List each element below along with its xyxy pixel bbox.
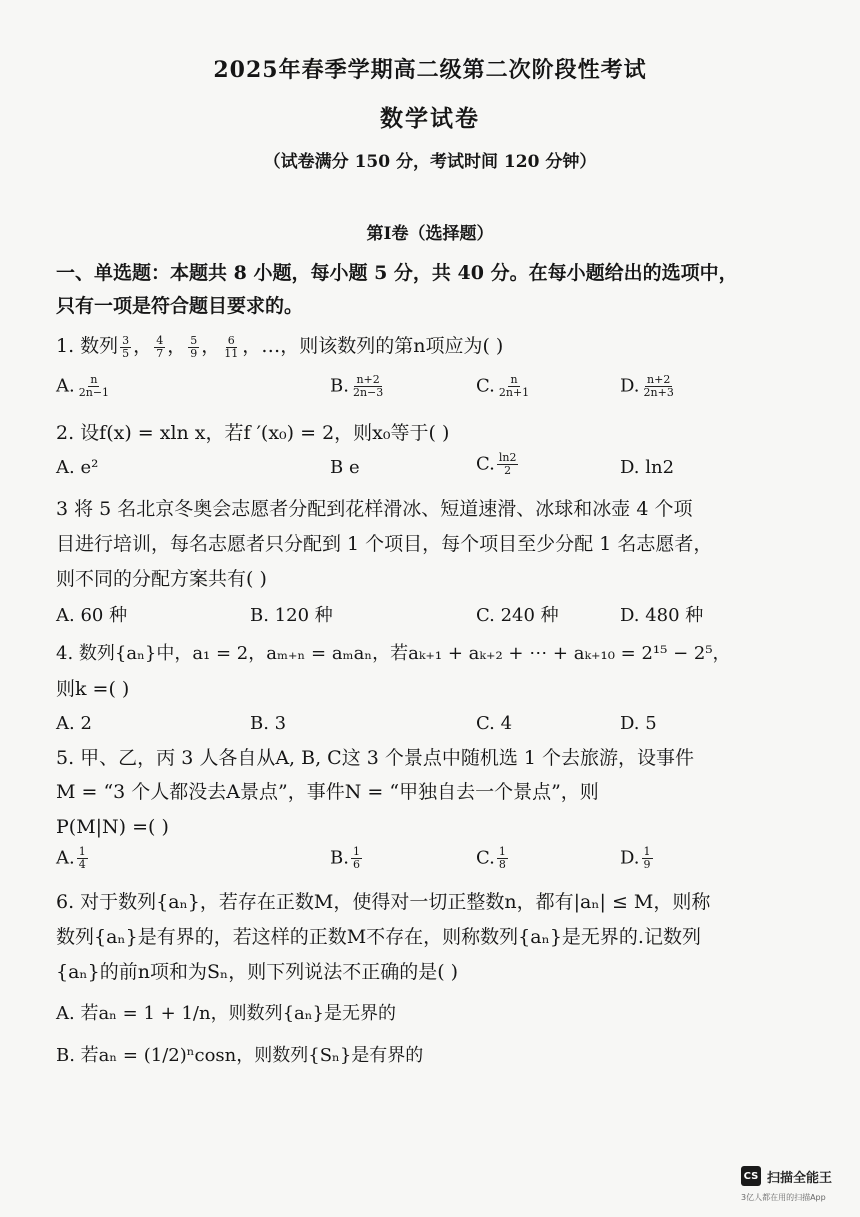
sequence-term-1 [120,335,131,360]
section-instructions-line2: 只有一项是符合题目要求的。 [56,295,304,317]
question-6-line1: 6. 对于数列{aₙ}，若存在正数M，使得对一切正整数n，都有|aₙ| ≤ M，则称 [56,891,711,913]
question-5-option-d [620,846,655,871]
question-5-option-label: A. [56,847,75,869]
question-5-line1: 5. 甲、乙，丙 3 人各自从A, B, C这 3 个景点中随机选 1 个去旅游，设事件 [56,747,695,769]
question-6-option-a: A. 若aₙ = 1 + 1/n，则数列{aₙ}是无界的 [56,1003,396,1024]
question-1-option-d [620,374,678,399]
question-4-line1: 4. 数列{aₙ}中，a₁ = 2，aₘ₊ₙ = aₘaₙ，若aₖ₊₁ + aₖ₊₂ + ⋯ + aₖ₊₁₀ = 2¹⁵ − 2⁵， [56,643,731,664]
question-1-option-c [476,374,533,399]
question-1-option-fraction-denominator: 2n−1 [78,386,110,399]
question-1-sequence: $\frac{3}{5}$ ， $\frac{4}{7}$ ， $\frac{5}{9}$ ， $\frac{6}{11}$ [122,333,239,360]
question-1-suffix: ，…，则该数列的第n项应为( ) [242,335,504,357]
ln2-over-2-denominator: 2 [504,464,512,477]
question-5-option-fraction-numerator: 1 [352,845,360,858]
question-5-line3: P(M|N) =( ) [56,816,169,838]
question-2-option-b: B e [330,457,360,478]
question-5-option-fraction [351,846,362,871]
question-6-line3: {aₙ}的前n项和为Sₙ，则下列说法不正确的是( ) [56,961,459,983]
question-3-line3: 则不同的分配方案共有( ) [56,568,267,590]
scanner-app-tagline: 3亿人都在用的扫描App [741,1193,826,1202]
question-5-option-label: B. [330,847,349,869]
question-1-option-fraction [642,374,676,399]
sequence-term-3-numerator: 5 [190,333,198,347]
question-4-option-c: C. 4 [476,713,513,734]
question-2-option-d: D. ln2 [620,457,675,478]
question-2: 2. 设f(x) = xln x，若f ′(x₀) = 2，则x₀等于( ) [56,422,450,444]
question-5-option-fraction-denominator: 8 [498,858,506,871]
question-6-option-b: B. 若aₙ = (1/2)ⁿcosn，则数列{Sₙ}是有界的 [56,1045,424,1066]
question-1-option-fraction-denominator: 2n+3 [643,386,674,399]
question-1-option-fraction [497,374,531,399]
question-1-option-label: A. [56,375,75,397]
ln2-over-2 [497,452,519,477]
sequence-term-1-denominator: 5 [122,346,130,360]
question-1-option-fraction-denominator: 2n+1 [498,386,530,399]
sequence-term-1-numerator: 3 [122,333,130,347]
ln2-over-2-numerator: ln2 [498,451,517,464]
exam-info: （试卷满分 150 分，考试时间 120 分钟） [263,152,597,172]
question-1-option-label: B. [330,375,349,397]
sequence-term-4 [222,335,240,360]
subject-title: 数学试卷 [380,105,480,132]
question-3-option-a: A. 60 种 [56,605,128,626]
question-1-option-a [56,374,113,399]
section-instructions-line1: 一、单选题：本题共 8 小题，每小题 5 分，共 40 分。在每小题给出的选项中， [56,262,738,284]
sequence-term-2 [154,335,165,360]
question-2-option-c-label: C. [476,453,495,475]
question-1-option-fraction-numerator: n [510,373,518,386]
question-5-line2: M = “3 个人都没去A景点”，事件N = “甲独自去一个景点”，则 [56,781,599,803]
question-1-option-b [330,374,387,399]
question-4-line2: 则k =( ) [56,678,130,700]
question-5-option-fraction-numerator: 1 [498,845,506,858]
question-5-option-label: D. [620,847,640,869]
question-1-option-fraction-numerator: n+2 [647,373,671,386]
question-3-option-d: D. 480 种 [620,605,704,626]
cs-logo-icon: CS [741,1166,761,1186]
question-1-option-fraction-numerator: n [90,373,98,386]
question-1-option-label: C. [476,375,495,397]
question-5-option-a [56,846,90,871]
question-5-option-fraction-denominator: 9 [643,858,651,871]
question-5-option-fraction-denominator: 6 [352,858,360,871]
question-5-option-fraction-numerator: 1 [78,845,86,858]
question-3-option-b: B. 120 种 [250,605,333,626]
question-4-option-a: A. 2 [56,713,92,734]
question-3-option-c: C. 240 种 [476,605,559,626]
part-title: 第Ⅰ卷（选择题） [366,224,494,244]
question-5-option-fraction [77,846,88,871]
scanner-app-name: 扫描全能王 [767,1170,833,1186]
scanner-watermark [741,1166,832,1186]
question-2-option-c [476,452,520,477]
sequence-term-3 [188,335,199,360]
question-1-option-fraction-numerator: n+2 [356,373,380,386]
question-6-line2: 数列{aₙ}是有界的，若这样的正数M不存在，则称数列{aₙ}是无界的.记数列 [56,926,701,948]
exam-title: 2025年春季学期高二级第二次阶段性考试 [213,57,647,83]
question-5-option-label: C. [476,847,495,869]
sequence-term-4-numerator: 6 [227,333,235,347]
sequence-term-2-denominator: 7 [156,346,164,360]
question-2-option-c-fraction [495,451,521,477]
sequence-term-4-denominator: 11 [224,346,239,360]
question-3-line2: 目进行培训，每名志愿者只分配到 1 个项目，每个项目至少分配 1 名志愿者， [56,533,713,555]
question-1 [56,334,503,360]
question-5-option-fraction [497,846,508,871]
question-5-option-c [476,846,510,871]
question-3-line1: 3 将 5 名北京冬奥会志愿者分配到花样滑冰、短道速滑、冰球和冰壶 4 个项 [56,498,693,520]
sequence-term-2-numerator: 4 [156,333,164,347]
question-4-option-d: D. 5 [620,713,657,734]
question-1-option-label: D. [620,375,640,397]
question-1-option-fraction [77,374,111,399]
question-5-option-b [330,846,364,871]
question-2-option-a: A. e² [56,457,99,478]
question-5-option-fraction-denominator: 4 [78,858,86,871]
sequence-term-3-denominator: 9 [190,346,198,360]
question-5-option-fraction [642,846,653,871]
question-4-option-b: B. 3 [250,713,287,734]
question-1-option-fraction [351,374,385,399]
question-5-option-fraction-numerator: 1 [643,845,651,858]
question-1-option-fraction-denominator: 2n−3 [352,386,384,399]
question-1-prefix: 1. 数列 [56,335,119,357]
